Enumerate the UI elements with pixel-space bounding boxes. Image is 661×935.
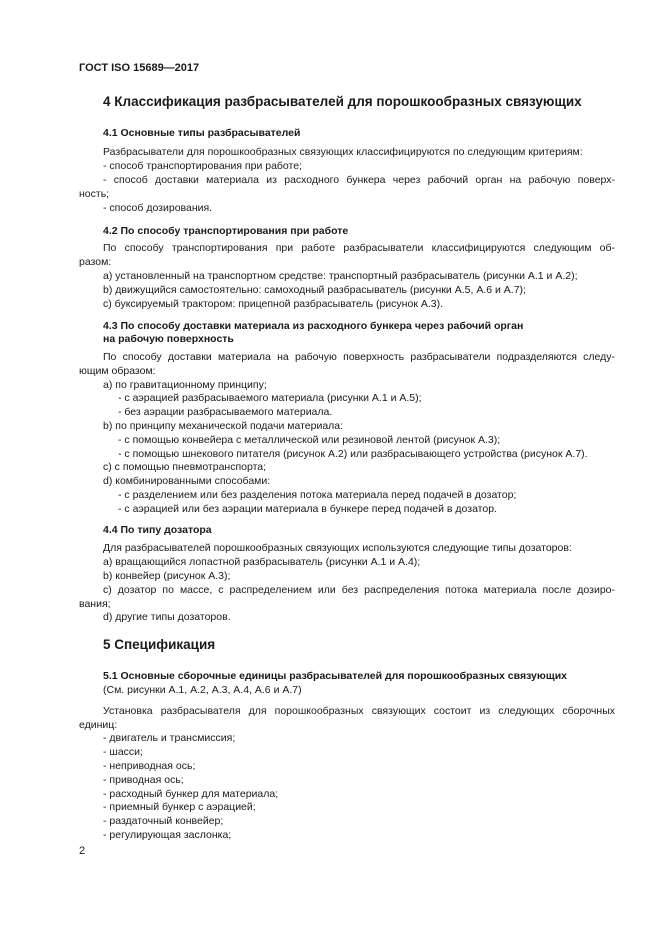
list-item: - с разделением или без разделения потока материала перед подачей в дозатор; — [118, 489, 517, 501]
list-item: - способ транспортирования при работе; — [103, 160, 302, 172]
list-item: b) по принципу механической подачи материала: — [103, 420, 344, 432]
list-item: - расходный бункер для материала; — [103, 788, 279, 800]
paragraph-line: По способу доставки материала на рабочую поверхность разбрасыватели подразделяются следу- — [103, 351, 615, 363]
list-item: b) движущийся самостоятельно: самоходный разбрасыватель (рисунки А.5, А.6 и А.7); — [103, 284, 526, 296]
list-item: а) по гравитационному принципу; — [103, 379, 267, 391]
paragraph-line: Разбрасыватели для порошкообразных связующих классифицируются по следующим критериям: — [103, 146, 583, 158]
list-item: с) дозатор по массе, с распределением или без распределения потока материала после дозиро- — [103, 584, 615, 596]
list-item: - приемный бункер с аэрацией; — [103, 801, 256, 813]
list-item: - без аэрации разбрасываемого материала. — [118, 406, 333, 418]
list-item: - регулирующая заслонка; — [103, 829, 232, 841]
list-item: - с помощью шнекового питателя (рисунок А.2) или разбрасывающего устройства (рисунок А.7). — [118, 448, 588, 460]
list-item: - раздаточный конвейер; — [103, 815, 224, 827]
list-item: - шасси; — [103, 746, 143, 758]
section-4-2-heading: 4.2 По способу транспортирования при работе — [103, 225, 349, 237]
list-item: - двигатель и трансмиссия; — [103, 732, 236, 744]
paragraph-line: ющим образом: — [79, 365, 156, 377]
document-header: ГОСТ ISO 15689—2017 — [79, 62, 200, 74]
section-5-1-heading: 5.1 Основные сборочные единицы разбрасывателей для порошкообразных связующих — [103, 670, 567, 682]
section-4-1-heading: 4.1 Основные типы разбрасывателей — [103, 127, 301, 139]
paragraph-line: ность; — [79, 188, 110, 200]
list-item: - способ дозирования. — [103, 202, 213, 214]
paragraph-line: Установка разбрасывателя для порошкообразных связующих состоит из следующих сборочных — [103, 705, 615, 717]
section-4-3-heading-cont: на рабочую поверхность — [103, 333, 234, 345]
paragraph-line: разом: — [79, 256, 112, 268]
paragraph-line: единиц: — [79, 719, 118, 731]
list-item: - с помощью конвейера с металлической или резиновой лентой (рисунок А.3); — [118, 434, 501, 446]
list-item: с) с помощью пневмотранспорта; — [103, 461, 267, 473]
paragraph-line: Для разбрасывателей порошкообразных связующих используются следующие типы дозаторов: — [103, 542, 572, 554]
paragraph-line: По способу транспортирования при работе разбрасыватели классифицируются следующим об- — [103, 242, 615, 254]
section-4-4-heading: 4.4 По типу дозатора — [103, 524, 212, 536]
list-item: а) вращающийся лопастной разбрасыватель (рисунки А.1 и А.4); — [103, 556, 421, 568]
page-number: 2 — [79, 845, 86, 857]
list-item: - с аэрацией разбрасываемого материала (рисунки А.1 и А.5); — [118, 392, 422, 404]
section-5-1-subtitle: (См. рисунки А.1, А.2, А.3, А.4, А.6 и А.7) — [103, 684, 302, 696]
section-5-heading: 5 Спецификация — [103, 637, 216, 652]
section-4-heading: 4 Классификация разбрасывателей для порошкообразных связующих — [103, 94, 582, 109]
list-item: - приводная ось; — [103, 774, 184, 786]
list-item: d) комбинированными способами: — [103, 475, 271, 487]
paragraph-line: вания; — [79, 598, 111, 610]
list-item: d) другие типы дозаторов. — [103, 611, 231, 623]
section-4-3-heading: 4.3 По способу доставки материала из расходного бункера через рабочий орган — [103, 320, 524, 332]
list-item: - с аэрацией или без аэрации материала в бункере перед подачей в дозатор. — [118, 503, 497, 515]
list-item: - неприводная ось; — [103, 760, 196, 772]
list-item: с) буксируемый трактором: прицепной разбрасыватель (рисунок А.3). — [103, 298, 443, 310]
list-item: b) конвейер (рисунок А.3); — [103, 570, 231, 582]
list-item: а) установленный на транспортном средстве: транспортный разбрасыватель (рисунки А.1 и А.2); — [103, 270, 578, 282]
list-item: - способ доставки материала из расходного бункера через рабочий орган на рабочую поверх- — [103, 174, 615, 186]
